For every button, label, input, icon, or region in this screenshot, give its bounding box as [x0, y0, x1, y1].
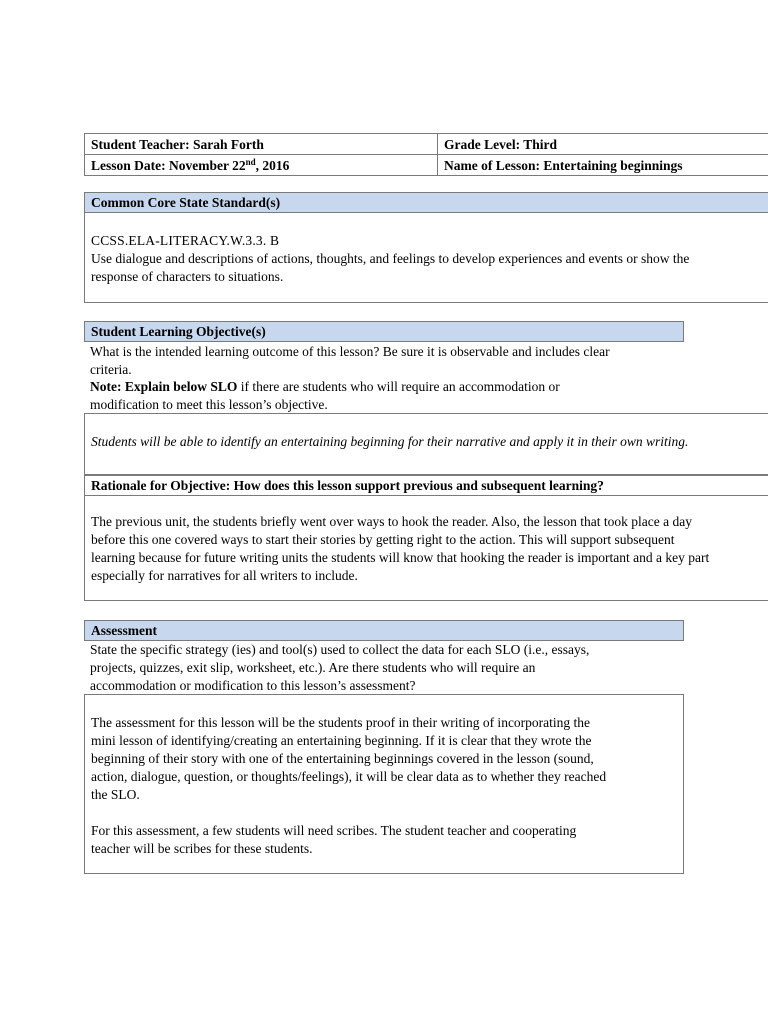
- standards-heading-text: Common Core State Standard(s): [91, 195, 281, 210]
- assessment-heading: [84, 620, 684, 641]
- assessment-answer-box: [84, 694, 684, 874]
- rationale-heading: [84, 475, 768, 496]
- student-teacher-text: Student Teacher: Sarah Forth: [91, 137, 264, 152]
- assessment-paragraph-1: The assessment for this lesson will be the students proof in their writing of incorporating the mini lesson of identifying/creating an entertaining beginning. If it is clear that they wrote the beginning of their story with one of the entertaining beginnings covered in the lesson (sound, action, dialogue, question, or thoughts/feelings), it will be clear data as to whether they reached the SLO.: [91, 715, 607, 802]
- assessment-paragraph-2: For this assessment, a few students will need scribes. The student teacher and cooperating teacher will be scribes for these students.: [91, 823, 577, 856]
- lesson-date-text: Lesson Date: November 22nd, 2016: [91, 157, 290, 173]
- rationale-body: The previous unit, the students briefly went over ways to hook the reader. Also, the lesson that took place a day before this one covered ways to start their stories by getting right to the action. This will support subsequent learning because for future writing units the students will know that hooking the reader is important and a key part especially for narratives for all writers to include.: [84, 495, 768, 601]
- assessment-heading-text: Assessment: [91, 623, 157, 638]
- standard-code: CCSS.ELA-LITERACY.W.3.3. B: [91, 233, 280, 248]
- objective-answer-box: [84, 413, 768, 475]
- grade-level-cell: [437, 133, 768, 155]
- lesson-name-cell: [437, 154, 768, 176]
- standard-description: Use dialogue and descriptions of actions, thoughts, and feelings to develop experiences and events or show the response of characters to situations.: [91, 251, 690, 284]
- objective-heading: [84, 321, 684, 342]
- objective-note: Note: Explain below SLO if there are students who will require an accommodation or modification to meet this lesson’s objective.: [90, 379, 560, 412]
- student-teacher-cell: [84, 133, 438, 155]
- rationale-heading-text: Rationale for Objective: How does this lesson support previous and subsequent learning?: [91, 478, 604, 493]
- standards-heading: [84, 192, 768, 213]
- lesson-name-text: Name of Lesson: Entertaining beginnings: [444, 158, 683, 173]
- objective-heading-text: Student Learning Objective(s): [91, 324, 266, 339]
- objective-answer: Students will be able to identify an entertaining beginning for their narrative and apply it in their own writing.: [91, 434, 689, 449]
- assessment-prompt: State the specific strategy (ies) and tool(s) used to collect the data for each SLO (i.e., essays, projects, quizzes, exit slip, worksheet, etc.). Are there students who will require an accommodation or modification to this lesson’s assessment?: [90, 642, 590, 693]
- lesson-date-cell: [84, 154, 438, 176]
- standards-body: [84, 212, 768, 303]
- grade-level-text: Grade Level: Third: [444, 137, 557, 152]
- objective-prompt: What is the intended learning outcome of this lesson? Be sure it is observable and includes clear criteria.: [90, 344, 610, 377]
